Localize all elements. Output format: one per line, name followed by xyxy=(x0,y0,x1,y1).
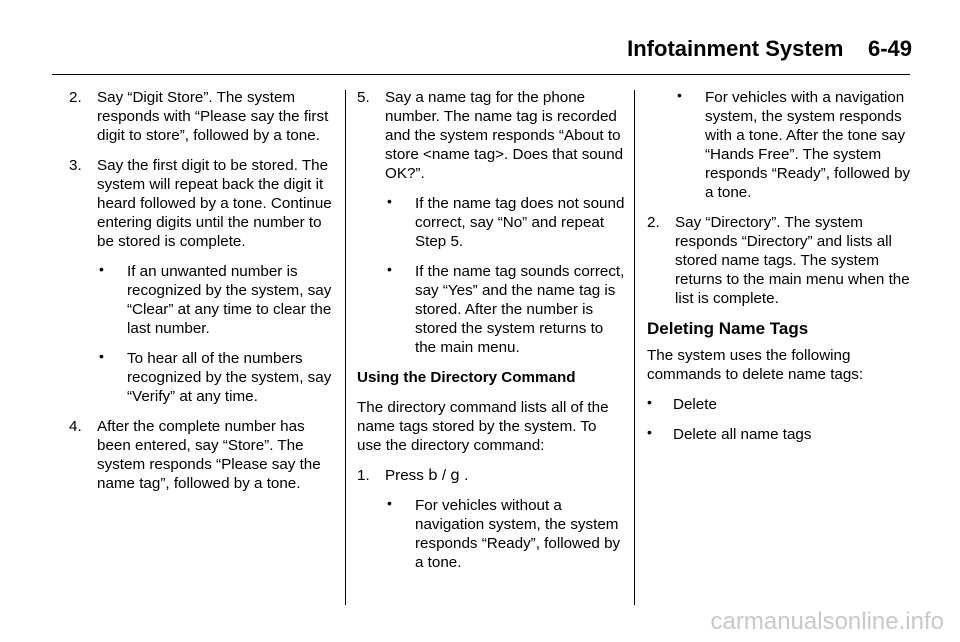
page-header xyxy=(0,0,960,80)
directory-intro: The directory command lists all of the name tags stored by the system. To use the directory command: xyxy=(357,399,609,454)
slash-separator: / xyxy=(441,467,447,484)
step-text: After the complete number has been entered, say “Store”. The system responds “Please say the name tag”, followed by a tone. xyxy=(97,418,321,492)
step-1-press xyxy=(357,466,625,485)
voice-recognition-icon: g xyxy=(450,466,460,484)
bullet-item xyxy=(357,262,625,357)
header-rule xyxy=(52,74,910,75)
step-5-name-tag xyxy=(357,88,625,183)
bullet-text: If the name tag does not sound correct, say “No” and repeat Step 5. xyxy=(415,195,625,250)
delete-intro: The system uses the following commands to delete name tags: xyxy=(647,347,864,383)
bullet-icon: • xyxy=(99,261,104,277)
step-text: Say “Digit Store”. The system responds with “Please say the first digit to store”, followed by a tone. xyxy=(97,89,329,144)
bullet-icon: • xyxy=(99,348,104,364)
step-3-say-digit xyxy=(69,156,339,251)
page-header-title xyxy=(627,36,912,62)
bullet-text: If an unwanted number is recognized by the system, say “Clear” at any time to clear the last number. xyxy=(127,263,332,337)
bullet-item xyxy=(69,262,339,338)
column-2 xyxy=(357,88,625,583)
heading-deleting-name-tags: Deleting Name Tags xyxy=(647,319,809,338)
bullet-text: To hear all of the numbers recognized by the system, say “Verify” at any time. xyxy=(127,350,332,405)
bullet-text: Delete all name tags xyxy=(673,426,812,443)
step-2-digit-store xyxy=(69,88,339,145)
step-text: Say a name tag for the phone number. The name tag is recorded and the system responds “About to store <name tag>. Does that sound OK?”. xyxy=(385,89,624,182)
bullet-item xyxy=(357,194,625,251)
bullet-icon: • xyxy=(677,87,682,103)
watermark-text: carmanualsonline.info xyxy=(710,608,944,635)
bullet-icon: • xyxy=(647,394,652,410)
bullet-text: If the name tag sounds correct, say “Yes” and the name tag is stored. After the number is stored the system returns to the main menu. xyxy=(415,263,625,356)
bullet-item xyxy=(647,425,915,444)
bullet-text: Delete xyxy=(673,396,717,413)
bullet-text: For vehicles with a navigation system, the system responds with a tone. After the tone say “Hands Free”. The system responds “Ready”, followed by a tone. xyxy=(705,89,911,201)
step-number: 2. xyxy=(69,89,82,106)
step-number: 3. xyxy=(69,157,82,174)
column-3 xyxy=(647,88,915,455)
section-title: Infotainment System xyxy=(627,36,844,61)
step-text: Say “Directory”. The system responds “Directory” and lists all stored name tags. The system returns to the main menu when the list is complete. xyxy=(675,214,910,307)
step-end: . xyxy=(464,467,469,484)
step-text: Say the first digit to be stored. The system will repeat back the digit it heard followed by a tone. Continue entering digits until the number to be stored is complete. xyxy=(97,157,332,250)
step-number: 1. xyxy=(357,467,370,484)
bullet-text: For vehicles without a navigation system, the system responds “Ready”, followed by a tone. xyxy=(415,497,621,571)
bullet-icon: • xyxy=(387,261,392,277)
column-1 xyxy=(69,88,339,504)
subheading-directory-command: Using the Directory Command xyxy=(357,369,576,386)
bullet-icon: • xyxy=(387,495,392,511)
step-4-store xyxy=(69,417,339,493)
bullet-item xyxy=(647,395,915,414)
column-divider-1 xyxy=(345,90,346,605)
bullet-icon: • xyxy=(387,193,392,209)
step-number: 4. xyxy=(69,418,82,435)
column-divider-2 xyxy=(634,90,635,605)
step-number: 2. xyxy=(647,214,660,231)
bullet-item xyxy=(357,496,625,572)
bullet-item xyxy=(69,349,339,406)
bullet-item xyxy=(647,88,915,202)
push-to-talk-icon: b xyxy=(428,466,438,484)
step-2-directory xyxy=(647,213,915,308)
bullet-icon: • xyxy=(647,424,652,440)
step-number: 5. xyxy=(357,89,370,106)
page-number: 6-49 xyxy=(867,36,912,61)
step-press-label: Press xyxy=(385,467,424,484)
